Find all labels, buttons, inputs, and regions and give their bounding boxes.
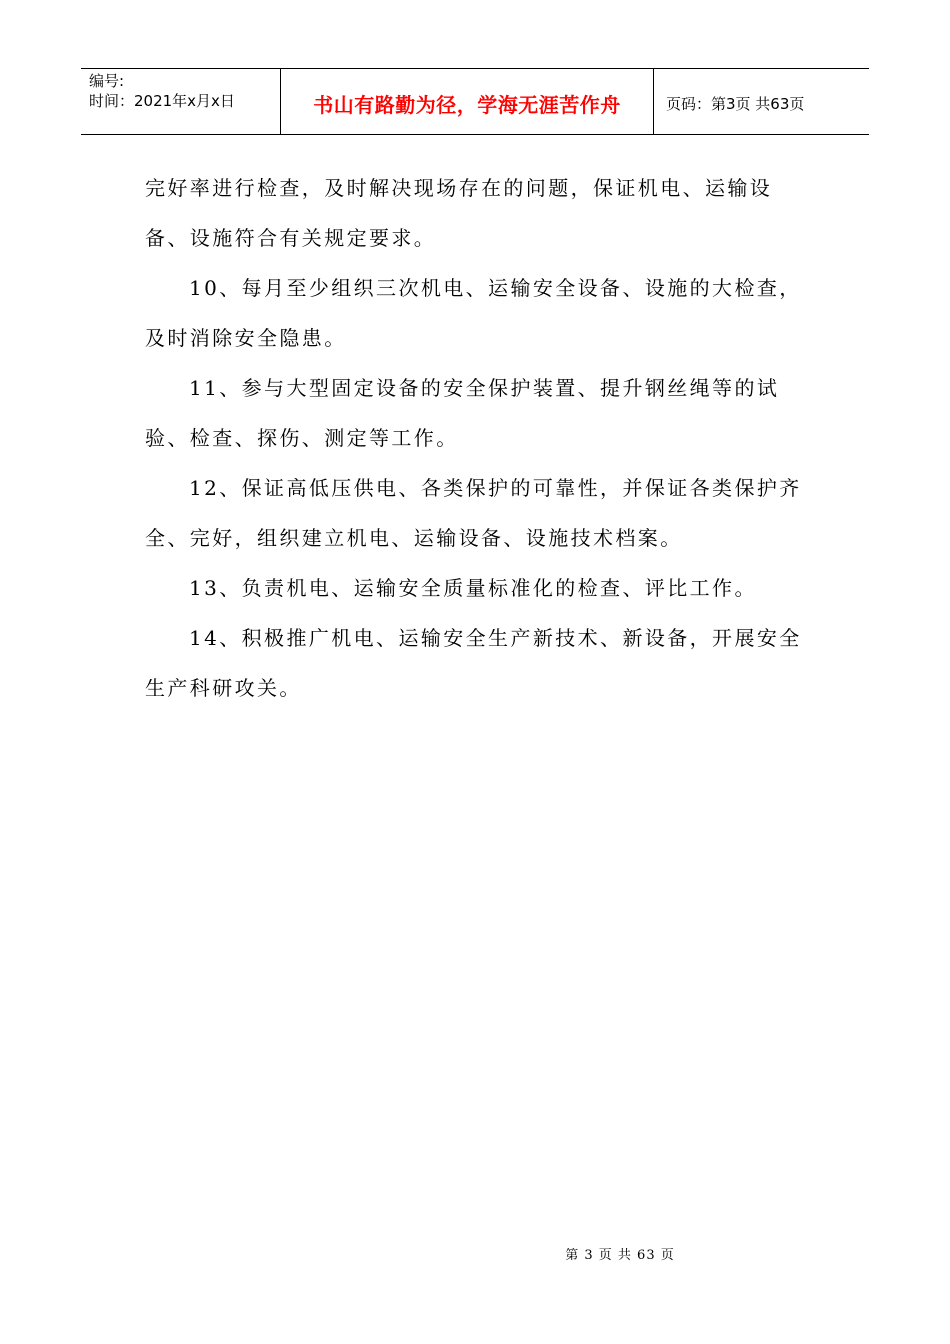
paragraph-item-12: 12、保证高低压供电、各类保护的可靠性，并保证各类保护齐全、完好，组织建立机电、运输设备、设施技术档案。 [145, 476, 802, 550]
document-code-label: 编号: [89, 72, 125, 90]
paragraph-continued: 完好率进行检查，及时解决现场存在的问题，保证机电、运输设备、设施符合有关规定要求。 [145, 176, 773, 250]
header-motto: 书山有路勤为径，学海无涯苦作舟 [281, 69, 654, 134]
paragraph-item-14: 14、积极推广机电、运输安全生产新技术、新设备，开展安全生产科研攻关。 [145, 626, 802, 700]
paragraph-item-11: 11、参与大型固定设备的安全保护装置、提升钢丝绳等的试验、检查、探伤、测定等工作。 [145, 376, 780, 450]
paragraph-item-13: 13、负责机电、运输安全质量标准化的检查、评比工作。 [189, 576, 757, 600]
paragraph-item-10: 10、每月至少组织三次机电、运输安全设备、设施的大检查，及时消除安全隐患。 [145, 276, 802, 350]
document-time-label: 时间：2021年x月x日 [89, 92, 235, 110]
header-meta-cell [81, 69, 281, 134]
page-footer: 第 3 页 共 63 页 [565, 1248, 675, 1263]
document-header [81, 68, 869, 135]
header-page-label: 页码：第3页 共63页 [666, 95, 805, 113]
document-body [145, 163, 809, 713]
